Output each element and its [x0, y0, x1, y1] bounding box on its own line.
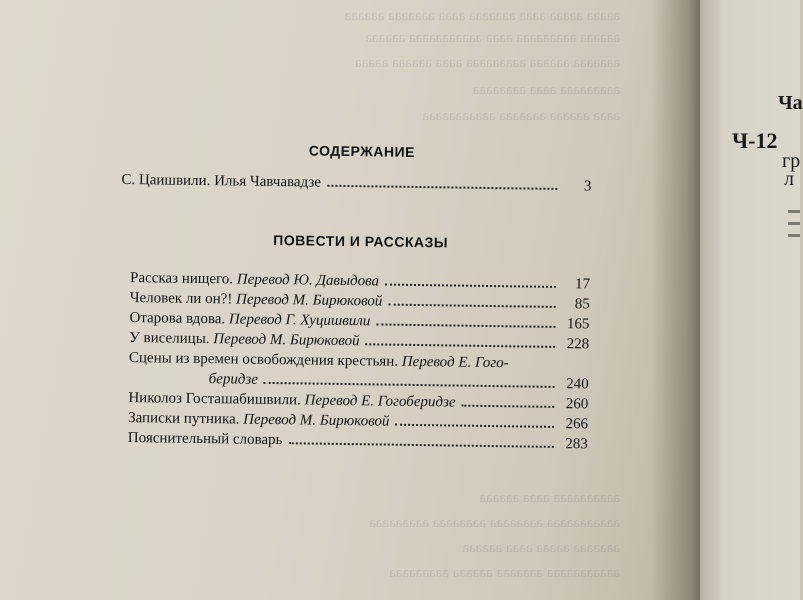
toc-page-number: 85: [574, 296, 590, 313]
leader-dots: [388, 294, 556, 308]
bleed-through-line: ааааааа ааааа аааа аааааа: [462, 540, 620, 556]
toc-page-number: 165: [566, 316, 590, 333]
toc-page-number: 283: [565, 436, 588, 453]
leader-dots: [385, 274, 556, 288]
right-page-text: Ч-12: [732, 128, 778, 153]
leader-dots: [288, 432, 554, 448]
bleed-through-line: аааа аааааа ааааааа ааааааааааа: [422, 108, 620, 124]
toc-entry-title: У виселицы.: [129, 329, 210, 348]
bleed-through-line: ааааааааааа аааааааа аааааааа ааааааааа: [369, 515, 620, 531]
toc-entry-title: Человек ли он?!: [129, 289, 233, 308]
toc-entry-title: Пояснительный словарь: [127, 429, 283, 449]
leader-dots: [395, 414, 554, 428]
leader-dots: [376, 313, 555, 328]
bleed-through-line: аааааааааа аааа аааааа: [479, 490, 620, 506]
toc-page-number: 240: [566, 376, 589, 393]
bleed-through-line: ааааааааааа ааааааа аааааа ааааааааа: [389, 565, 620, 581]
right-page: [700, 0, 800, 600]
leader-dots: [366, 333, 556, 348]
right-page-text: л: [784, 168, 794, 190]
leader-dots: [327, 175, 558, 190]
right-page-print-fragment: [788, 222, 800, 225]
toc-entry-translator: Перевод М. Бирюковой: [213, 331, 360, 350]
bleed-through-line: ааааааа аааааа ааааааааа аааа аааааа ааааа: [354, 55, 620, 71]
right-page-print-fragment: [788, 210, 800, 213]
contents-heading: СОДЕРЖАНИЕ: [308, 142, 416, 160]
right-page-text: гр: [782, 150, 801, 172]
toc-page-number: 3: [583, 178, 592, 195]
toc-entry-title: Рассказ нищего.: [129, 269, 234, 288]
bleed-through-line: ааааааааа аааа аааааааа: [472, 82, 620, 98]
toc-entry: [121, 170, 591, 197]
right-page-text: Ча: [778, 92, 803, 114]
leader-dots: [461, 395, 554, 408]
bleed-through-line: ааааа ааааа аааа ааааааа аааа ааааааа аааааа: [344, 8, 620, 24]
toc-entry-title: Отарова вдова.: [129, 309, 226, 328]
toc-entry-title: Сцены из времен освобождения крестьян.: [128, 349, 399, 370]
toc-page-number: 260: [565, 396, 589, 413]
toc-entry-title: Николоз Госташабишвили.: [128, 389, 301, 409]
toc-entry-translator: Перевод Е. Гого-: [401, 353, 509, 372]
bleed-through-line: аааааа ааааааааа аааа ааааааааааа аааааа: [365, 30, 620, 46]
toc-page-number: 266: [565, 416, 589, 433]
section-heading: ПОВЕСТИ И РАССКАЗЫ: [273, 231, 449, 251]
toc-entry-translator: беридзе: [208, 371, 259, 388]
toc-entry-title: С. Цаишвили. Илья Чавчавадзе: [121, 171, 322, 191]
toc-entry-title: Записки путника.: [128, 409, 240, 428]
toc-entry-translator: Перевод Е. Гогоберидзе: [304, 392, 456, 411]
right-page-print-fragment: [788, 234, 800, 237]
table-of-contents: [121, 140, 592, 454]
toc-entry-translator: Перевод Ю. Давыдова: [236, 271, 380, 290]
toc-page-number: 17: [574, 276, 591, 293]
toc-page-number: 228: [566, 336, 590, 353]
leader-dots: [264, 372, 555, 388]
toc-entry-translator: Перевод М. Бирюковой: [243, 411, 390, 430]
toc-entry-translator: Перевод Г. Хуцишвили: [228, 311, 371, 330]
toc-entry-translator: Перевод М. Бирюковой: [235, 291, 383, 310]
